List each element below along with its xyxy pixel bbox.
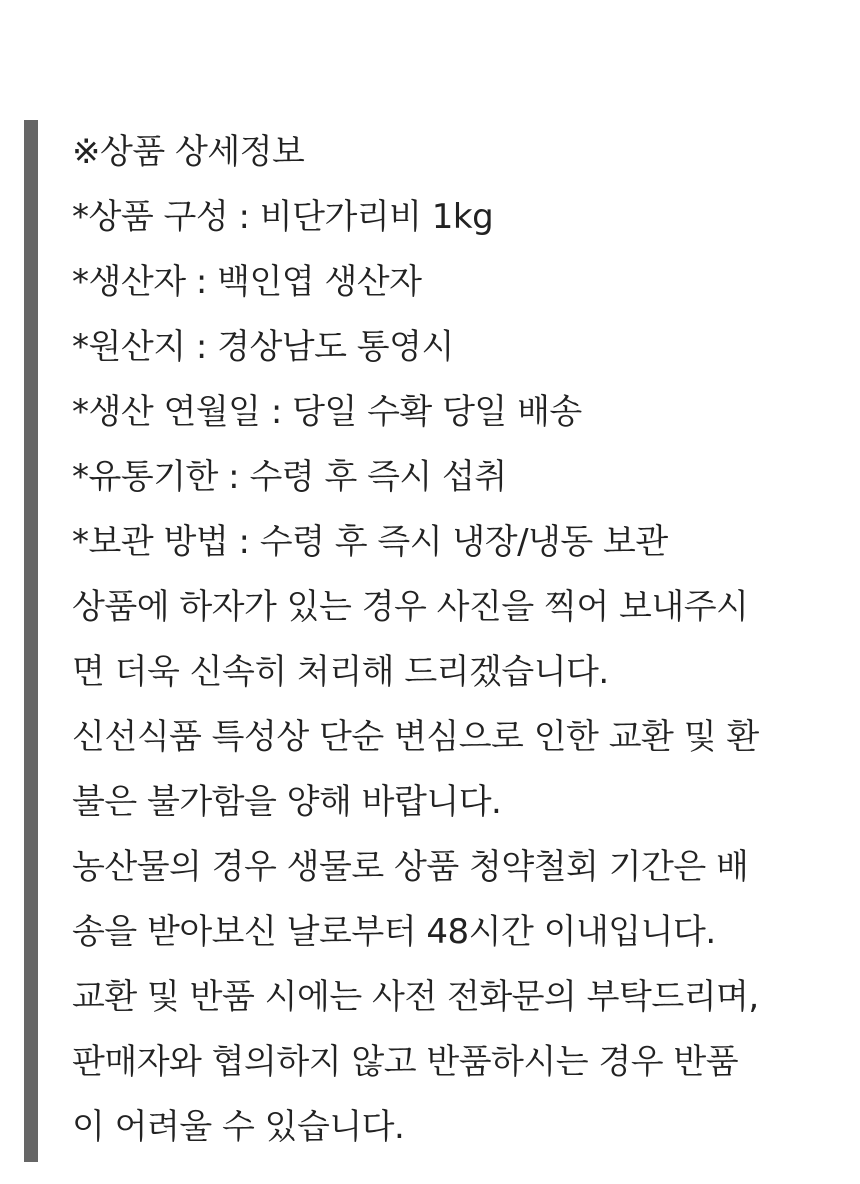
detail-producer: *생산자 : 백인엽 생산자 (72, 262, 422, 302)
blockquote-bar (24, 120, 38, 1162)
notice-withdrawal-line-2: 송을 받아보신 날로부터 48시간 이내입니다. (72, 912, 716, 952)
notice-return-line-1: 교환 및 반품 시에는 사전 전화문의 부탁드리며, (72, 977, 759, 1017)
heading-product-details: ※상품 상세정보 (72, 132, 305, 172)
detail-origin: *원산지 : 경상남도 통영시 (72, 327, 454, 367)
notice-refund-line-2: 불은 불가함을 양해 바랍니다. (72, 782, 502, 822)
detail-composition: *상품 구성 : 비단가리비 1kg (72, 197, 494, 237)
notice-refund-line-1: 신선식품 특성상 단순 변심으로 인한 교환 및 환 (72, 717, 759, 757)
detail-expiration: *유통기한 : 수령 후 즉시 섭취 (72, 457, 507, 497)
notice-return-line-3: 이 어려울 수 있습니다. (72, 1107, 405, 1147)
notice-defect-line-1: 상품에 하자가 있는 경우 사진을 찍어 보내주시 (72, 587, 749, 627)
notice-defect-line-2: 면 더욱 신속히 처리해 드리겠습니다. (72, 652, 609, 692)
product-detail-text (72, 124, 842, 1164)
notice-return-line-2: 판매자와 협의하지 않고 반품하시는 경우 반품 (72, 1042, 739, 1082)
detail-storage: *보관 방법 : 수령 후 즉시 냉장/냉동 보관 (72, 522, 668, 562)
detail-production-date: *생산 연월일 : 당일 수확 당일 배송 (72, 392, 582, 432)
notice-withdrawal-line-1: 농산물의 경우 생물로 상품 청약철회 기간은 배 (72, 847, 749, 887)
